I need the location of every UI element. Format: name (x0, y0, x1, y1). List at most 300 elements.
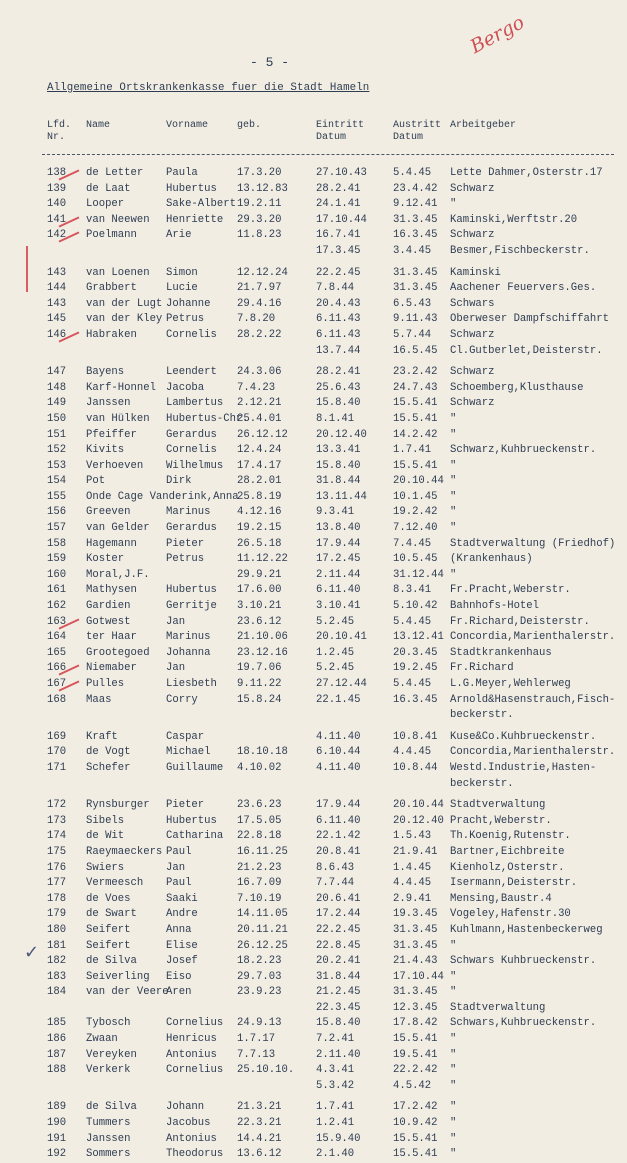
row-name: Pfeiffer (86, 428, 137, 441)
table-row (0, 459, 627, 475)
row-austritt: 20.12.40 (393, 814, 444, 827)
row-geb: 17.4.17 (237, 459, 282, 472)
table-row (0, 892, 627, 908)
row-austritt: 20.10.44 (393, 799, 444, 812)
row-arbeitgeber: Schwars Kuhbrueckenstr. (450, 955, 597, 968)
row-geb: 9.11.22 (237, 678, 282, 690)
row-austritt: 16.5.45 (393, 344, 438, 357)
row-vorname: Petrus (166, 313, 205, 326)
row-vorname: Jan (166, 615, 186, 628)
row-eintritt: 17.10.44 (316, 213, 367, 226)
row-geb: 7.7.13 (237, 1048, 276, 1061)
row-vorname: Antonius (166, 1132, 217, 1145)
row-geb: 21.7.97 (237, 282, 282, 295)
row-arbeitgeber: " (450, 1064, 457, 1077)
row-austritt: 10.9.42 (393, 1117, 438, 1130)
row-vorname: Eiso (166, 970, 192, 983)
row-vorname: Gerardus (166, 522, 217, 535)
row-name: de Swart (86, 908, 137, 921)
row-austritt: 5.4.45 (393, 167, 432, 179)
row-geb: 26.12.12 (237, 428, 288, 441)
row-arbeitgeber: Kienholz,Osterstr. (450, 861, 565, 874)
row-name: Onde Cage Vanderink,Anna (86, 490, 239, 503)
header-austritt: Austritt Datum (393, 120, 442, 143)
row-vorname: Josef (166, 955, 198, 968)
row-vorname: Liesbeth (166, 678, 217, 690)
row-number: 166 (47, 662, 67, 675)
row-name: Rynsburger (86, 799, 150, 812)
row-number: 161 (47, 584, 67, 597)
row-number: 155 (47, 490, 67, 503)
row-geb: 23.6.12 (237, 615, 282, 628)
row-geb: 15.8.24 (237, 693, 282, 706)
row-austritt: 1.7.41 (393, 444, 432, 457)
table-row (0, 777, 627, 793)
table-row (0, 730, 627, 746)
row-austritt: 5.10.42 (393, 600, 438, 613)
row-geb: 22.3.21 (237, 1117, 282, 1130)
row-geb: 18.2.23 (237, 955, 282, 968)
row-name: Moral,J.F. (86, 568, 150, 581)
row-name: Gotwest (86, 615, 131, 628)
row-eintritt: 20.12.40 (316, 428, 367, 441)
row-geb: 29.7.03 (237, 970, 282, 983)
row-austritt: 23.4.42 (393, 182, 438, 195)
row-geb: 16.7.09 (237, 877, 282, 890)
table-row (0, 396, 627, 412)
table-row (0, 197, 627, 213)
row-vorname: Guillaume (166, 761, 224, 774)
row-number: 184 (47, 986, 67, 999)
table-row (0, 281, 627, 297)
row-arbeitgeber: Schwarz (450, 229, 495, 242)
row-vorname: Saaki (166, 892, 198, 905)
row-austritt: 10.8.44 (393, 761, 438, 774)
row-eintritt: 22.1.42 (316, 830, 361, 843)
row-arbeitgeber: Kuhlmann,Hastenbeckerweg (450, 923, 603, 936)
row-austritt: 6.5.43 (393, 297, 432, 310)
table-row (0, 537, 627, 553)
row-geb: 28.2.01 (237, 475, 282, 488)
row-austritt: 7.4.45 (393, 537, 432, 550)
row-name: Vermeesch (86, 877, 144, 890)
row-eintritt: 25.6.43 (316, 381, 361, 394)
row-vorname: Marinus (166, 506, 211, 519)
row-name: Tummers (86, 1117, 131, 1130)
row-vorname: Hubertus-Chr. (166, 412, 249, 425)
row-arbeitgeber: " (450, 1033, 457, 1046)
row-arbeitgeber: Fr.Pracht,Weberstr. (450, 584, 571, 597)
table-row (0, 228, 627, 244)
row-name: Zwaan (86, 1033, 118, 1046)
row-arbeitgeber: beckerstr. (450, 777, 514, 790)
row-name: Pot (86, 475, 106, 488)
header-nr: Lfd. Nr. (47, 120, 72, 143)
table-row (0, 213, 627, 229)
row-name: Tybosch (86, 1017, 131, 1030)
row-arbeitgeber: " (450, 490, 457, 503)
row-geb: 25.10.10. (237, 1064, 295, 1077)
row-number: 162 (47, 600, 67, 613)
row-geb: 14.11.05 (237, 908, 288, 921)
row-arbeitgeber: (Krankenhaus) (450, 553, 533, 566)
row-arbeitgeber: " (450, 939, 457, 952)
row-austritt: 9.12.41 (393, 198, 438, 211)
table-row (0, 845, 627, 861)
row-austritt: 5.4.45 (393, 678, 432, 690)
row-vorname: Hubertus (166, 182, 217, 195)
row-vorname: Theodorus (166, 1148, 224, 1161)
row-name: Bayens (86, 366, 125, 379)
row-name: Greeven (86, 506, 131, 519)
row-arbeitgeber: Mensing,Baustr.4 (450, 892, 552, 905)
row-arbeitgeber: " (450, 428, 457, 441)
row-austritt: 15.5.41 (393, 459, 438, 472)
table-row (0, 328, 627, 344)
row-eintritt: 6.11.40 (316, 584, 361, 597)
row-geb: 17.3.20 (237, 167, 282, 179)
row-number: 146 (47, 328, 67, 341)
table-row (0, 745, 627, 761)
table-row (0, 798, 627, 814)
row-name: Seiverling (86, 970, 150, 983)
row-arbeitgeber: Th.Koenig,Rutenstr. (450, 830, 571, 843)
row-name: Niemaber (86, 662, 137, 675)
row-number: 171 (47, 761, 67, 774)
row-arbeitgeber: " (450, 475, 457, 488)
row-arbeitgeber: " (450, 1101, 457, 1114)
row-number: 175 (47, 845, 67, 858)
row-name: Kraft (86, 730, 118, 743)
row-eintritt: 6.11.43 (316, 328, 361, 341)
row-austritt: 13.12.41 (393, 631, 444, 644)
row-austritt: 19.2.42 (393, 506, 438, 519)
row-vorname: Cornelius (166, 1064, 224, 1077)
row-geb: 21.2.23 (237, 861, 282, 874)
row-eintritt: 22.1.45 (316, 693, 361, 706)
row-name: Karf-Honnel (86, 381, 156, 394)
row-vorname: Marinus (166, 631, 211, 644)
table-row (0, 630, 627, 646)
row-number: 172 (47, 799, 67, 812)
row-vorname: Gerardus (166, 428, 217, 441)
table-row (0, 244, 627, 260)
row-austritt: 31.3.45 (393, 986, 438, 999)
row-number: 191 (47, 1132, 67, 1145)
row-geb: 26.5.18 (237, 537, 282, 550)
row-name: de Wit (86, 830, 125, 843)
row-geb: 13.12.83 (237, 182, 288, 195)
row-vorname: Paul (166, 845, 192, 858)
table-row (0, 474, 627, 490)
row-arbeitgeber: Bahnhofs-Hotel (450, 600, 540, 613)
header-name: Name (86, 120, 111, 131)
row-geb: 28.2.22 (237, 328, 282, 341)
row-vorname: Pieter (166, 799, 205, 812)
row-name: de Silva (86, 955, 137, 968)
row-austritt: 16.3.45 (393, 229, 438, 242)
row-name: Habraken (86, 328, 137, 341)
row-eintritt: 2.11.44 (316, 568, 361, 581)
table-row (0, 1079, 627, 1095)
row-eintritt: 6.10.44 (316, 746, 361, 759)
row-vorname: Jacoba (166, 381, 205, 394)
row-number: 143 (47, 297, 67, 310)
row-vorname: Jan (166, 662, 186, 675)
row-name: Schefer (86, 761, 131, 774)
row-vorname: Michael (166, 746, 211, 759)
row-vorname: Cornelis (166, 444, 217, 457)
row-geb: 19.7.06 (237, 662, 282, 675)
row-eintritt: 22.2.45 (316, 923, 361, 936)
row-eintritt: 15.8.40 (316, 397, 361, 410)
table-row (0, 708, 627, 724)
row-number: 186 (47, 1033, 67, 1046)
row-eintritt: 22.8.45 (316, 939, 361, 952)
table-row (0, 568, 627, 584)
row-arbeitgeber: Kaminski (450, 266, 501, 279)
row-austritt: 21.4.43 (393, 955, 438, 968)
row-number: 164 (47, 631, 67, 644)
row-eintritt: 5.2.45 (316, 662, 355, 675)
row-number: 187 (47, 1048, 67, 1061)
row-eintritt: 13.8.40 (316, 522, 361, 535)
table-row (0, 552, 627, 568)
row-number: 159 (47, 553, 67, 566)
row-name: Swiers (86, 861, 125, 874)
row-number: 145 (47, 313, 67, 326)
row-number: 183 (47, 970, 67, 983)
row-eintritt: 31.8.44 (316, 970, 361, 983)
row-austritt: 1.5.43 (393, 830, 432, 843)
row-eintritt: 16.7.41 (316, 229, 361, 242)
row-austritt: 4.5.42 (393, 1079, 432, 1092)
row-geb: 14.4.21 (237, 1132, 282, 1145)
row-number: 151 (47, 428, 67, 441)
row-eintritt: 5.2.45 (316, 615, 355, 628)
row-vorname: Jacobus (166, 1117, 211, 1130)
row-eintritt: 6.11.43 (316, 313, 361, 326)
row-austritt: 10.8.41 (393, 730, 438, 743)
row-eintritt: 7.7.44 (316, 877, 355, 890)
row-arbeitgeber: Schwarz,Kuhbrueckenstr. (450, 444, 597, 457)
row-number: 140 (47, 198, 67, 211)
row-number: 156 (47, 506, 67, 519)
row-eintritt: 20.8.41 (316, 845, 361, 858)
row-number: 178 (47, 892, 67, 905)
row-name: van Hülken (86, 412, 150, 425)
table-row (0, 1016, 627, 1032)
row-eintritt: 17.2.45 (316, 553, 361, 566)
row-vorname: Cornelis (166, 328, 217, 341)
table-row (0, 490, 627, 506)
row-vorname: Andre (166, 908, 198, 921)
row-geb: 23.9.23 (237, 986, 282, 999)
row-number: 148 (47, 381, 67, 394)
row-name: Hagemann (86, 537, 137, 550)
table-row (0, 583, 627, 599)
row-eintritt: 1.2.41 (316, 1117, 355, 1130)
row-eintritt: 1.2.45 (316, 646, 355, 659)
row-austritt: 10.5.45 (393, 553, 438, 566)
table-row (0, 661, 627, 677)
row-name: Sibels (86, 814, 125, 827)
header-arbeitgeber: Arbeitgeber (450, 120, 517, 131)
row-number: 153 (47, 459, 67, 472)
row-number: 158 (47, 537, 67, 550)
row-name: van der Lugt (86, 297, 163, 310)
row-name: de Vogt (86, 746, 131, 759)
row-austritt: 17.2.42 (393, 1101, 438, 1114)
table-row (0, 907, 627, 923)
row-name: van Neewen (86, 213, 150, 226)
table-row (0, 312, 627, 328)
row-austritt: 5.4.45 (393, 615, 432, 628)
row-eintritt: 20.2.41 (316, 955, 361, 968)
row-vorname: Henriette (166, 213, 224, 226)
row-vorname: Simon (166, 266, 198, 279)
row-austritt: 12.3.45 (393, 1001, 438, 1014)
row-austritt: 31.12.44 (393, 568, 444, 581)
row-arbeitgeber: Stadtverwaltung (Friedhof) (450, 537, 616, 550)
row-geb: 21.10.06 (237, 631, 288, 644)
row-name: Janssen (86, 397, 131, 410)
row-name: de Laat (86, 182, 131, 195)
row-austritt: 19.3.45 (393, 908, 438, 921)
row-geb: 17.6.00 (237, 584, 282, 597)
row-arbeitgeber: Cl.Gutberlet,Deisterstr. (450, 344, 603, 357)
row-arbeitgeber: Pracht,Weberstr. (450, 814, 552, 827)
table-row (0, 970, 627, 986)
row-geb: 25.8.19 (237, 490, 282, 503)
row-number: 157 (47, 522, 67, 535)
row-vorname: Henricus (166, 1033, 217, 1046)
row-name: de Letter (86, 167, 144, 179)
row-number: 189 (47, 1101, 67, 1114)
row-arbeitgeber: " (450, 459, 457, 472)
row-arbeitgeber: Concordia,Marienthalerstr. (450, 631, 616, 644)
row-austritt: 16.3.45 (393, 693, 438, 706)
row-arbeitgeber: Schwarz (450, 328, 495, 341)
row-vorname: Jan (166, 861, 186, 874)
row-eintritt: 7.8.44 (316, 282, 355, 295)
table-row (0, 985, 627, 1001)
row-number: 165 (47, 646, 67, 659)
table-row (0, 1147, 627, 1163)
row-geb: 25.4.01 (237, 412, 282, 425)
table-row (0, 693, 627, 709)
row-geb: 24.3.06 (237, 366, 282, 379)
table-row (0, 1100, 627, 1116)
row-name: Raeymaeckers (86, 845, 163, 858)
row-austritt: 31.3.45 (393, 282, 438, 295)
row-arbeitgeber: Schwars (450, 297, 495, 310)
row-number: 173 (47, 814, 67, 827)
row-geb: 29.3.20 (237, 213, 282, 226)
row-number: 188 (47, 1064, 67, 1077)
row-vorname: Pieter (166, 537, 205, 550)
row-eintritt: 4.11.40 (316, 761, 361, 774)
table-row (0, 428, 627, 444)
row-eintritt: 8.1.41 (316, 412, 355, 425)
row-eintritt: 2.11.40 (316, 1048, 361, 1061)
row-vorname: Petrus (166, 553, 205, 566)
row-eintritt: 27.12.44 (316, 678, 367, 690)
row-austritt: 15.5.41 (393, 1132, 438, 1145)
row-eintritt: 17.9.44 (316, 799, 361, 812)
row-number: 179 (47, 908, 67, 921)
row-name: Maas (86, 693, 112, 706)
row-number: 185 (47, 1017, 67, 1030)
row-number: 149 (47, 397, 67, 410)
table-row (0, 1001, 627, 1017)
row-arbeitgeber: Stadtkrankenhaus (450, 646, 552, 659)
row-number: 180 (47, 923, 67, 936)
row-geb: 7.4.23 (237, 381, 276, 394)
row-name: Looper (86, 198, 125, 211)
row-arbeitgeber: Schwarz (450, 366, 495, 379)
row-vorname: Catharina (166, 830, 224, 843)
row-arbeitgeber: Schoemberg,Klusthause (450, 381, 584, 394)
row-austritt: 15.5.41 (393, 412, 438, 425)
row-eintritt: 8.6.43 (316, 861, 355, 874)
row-vorname: Elise (166, 939, 198, 952)
row-austritt: 15.5.41 (393, 1033, 438, 1046)
page-number: - 5 - (250, 55, 290, 70)
row-eintritt: 13.3.41 (316, 444, 361, 457)
row-arbeitgeber: " (450, 1132, 457, 1145)
row-austritt: 1.4.45 (393, 861, 432, 874)
row-arbeitgeber: Arnold&Hasenstrauch,Fisch- (450, 693, 616, 706)
row-austritt: 14.2.42 (393, 428, 438, 441)
row-vorname: Dirk (166, 475, 192, 488)
table-row (0, 365, 627, 381)
row-arbeitgeber: Oberweser Dampfschiffahrt (450, 313, 609, 326)
row-arbeitgeber: " (450, 1117, 457, 1130)
row-eintritt: 3.10.41 (316, 600, 361, 613)
row-name: van Loenen (86, 266, 150, 279)
header-divider (42, 154, 614, 155)
row-number: 181 (47, 939, 67, 952)
row-number: 147 (47, 366, 67, 379)
row-eintritt: 21.2.45 (316, 986, 361, 999)
row-austritt: 10.1.45 (393, 490, 438, 503)
row-name: ter Haar (86, 631, 137, 644)
row-number: 152 (47, 444, 67, 457)
row-austritt: 31.3.45 (393, 923, 438, 936)
row-name: Verkerk (86, 1064, 131, 1077)
row-arbeitgeber: Aachener Feuervers.Ges. (450, 282, 597, 295)
row-number: 150 (47, 412, 67, 425)
row-arbeitgeber: Kaminski,Werftstr.20 (450, 213, 578, 226)
row-geb: 20.11.21 (237, 923, 288, 936)
row-name: de Silva (86, 1101, 137, 1114)
row-geb: 11.8.23 (237, 229, 282, 242)
row-arbeitgeber: Concordia,Marienthalerstr. (450, 746, 616, 759)
row-name: Mathysen (86, 584, 137, 597)
row-eintritt: 22.3.45 (316, 1001, 361, 1014)
header-vorname: Vorname (166, 120, 209, 131)
row-arbeitgeber: Bartner,Eichbreite (450, 845, 565, 858)
row-eintritt: 15.8.40 (316, 1017, 361, 1030)
row-geb: 7.8.20 (237, 313, 276, 326)
row-vorname: Johann (166, 1101, 205, 1114)
row-name: Koster (86, 553, 125, 566)
row-arbeitgeber: Schwars,Kuhbrueckenstr. (450, 1017, 597, 1030)
row-eintritt: 31.8.44 (316, 475, 361, 488)
row-number: 168 (47, 693, 67, 706)
row-geb: 7.10.19 (237, 892, 282, 905)
